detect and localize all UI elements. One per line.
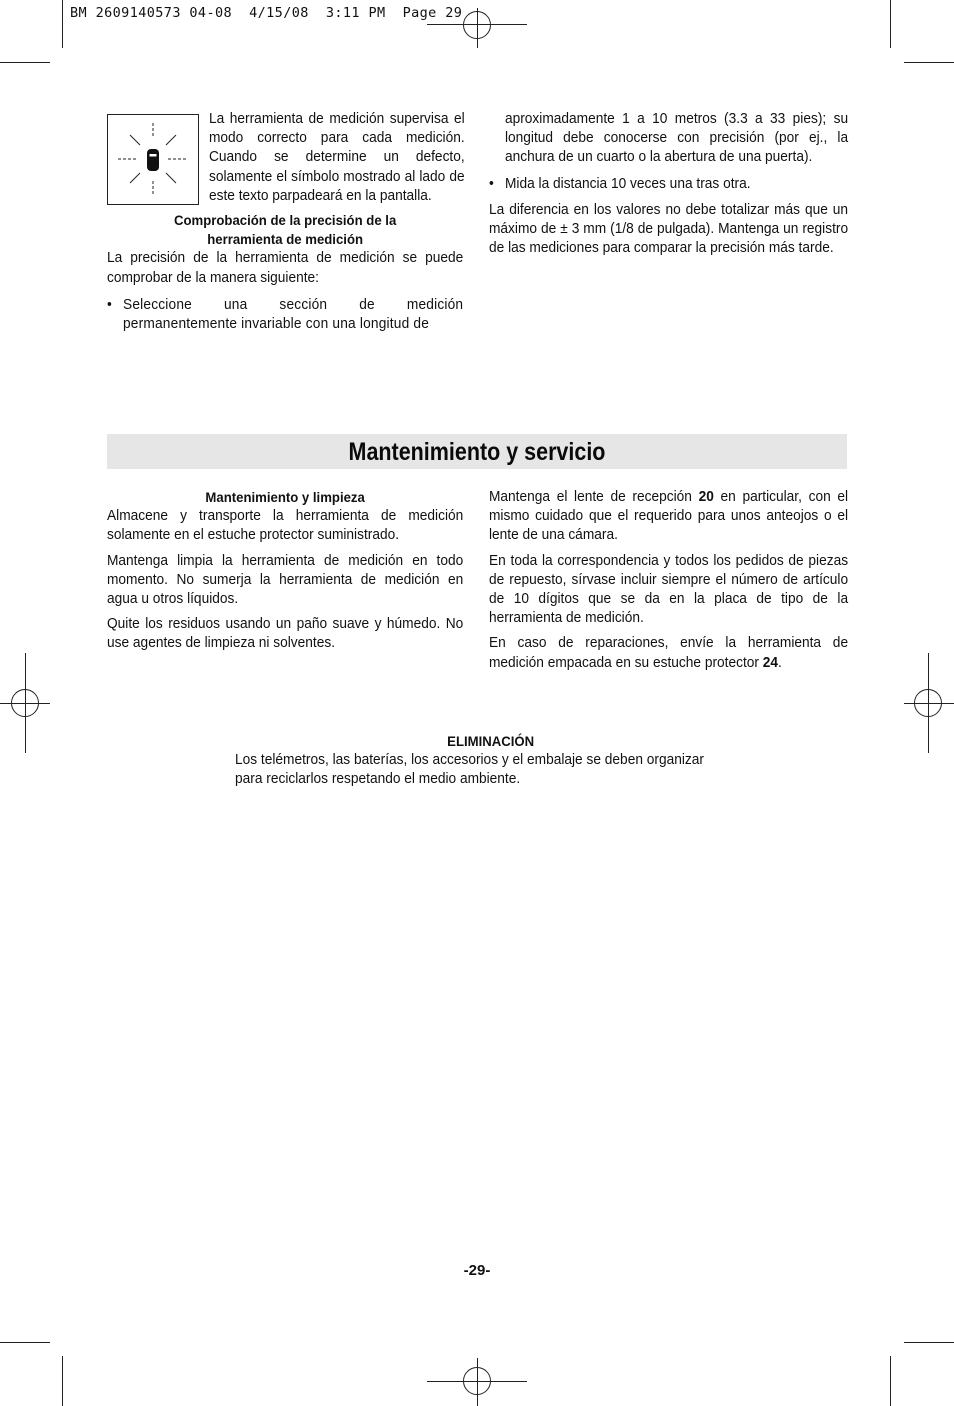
accuracy-intro: La precisión de la herramienta de medición se puede comprobar de la manera siguiente:: [107, 250, 464, 286]
accuracy-check-section: [107, 211, 463, 334]
disposal-section: ELIMINACIÓN Los telémetros, las baterías, los accesorios y el embalaje se deben organizar para reciclarlos respetando el medio ambiente.: [235, 732, 746, 790]
accuracy-note: La diferencia en los valores no debe totalizar más que un máximo de ± 3 mm (1/8 de pulgada). Mantenga un registro de las mediciones para comparar la precisión más tarde.: [489, 201, 849, 257]
service-section: Mantenga el lente de recepción 20 en particular, con el mismo cuidado que el requerido para unos anteojos o el lente de una cámara. En toda la correspondencia y todos los pedidos de piezas de repuesto, sírvase incluir siempre el número de artículo de 10 dígitos que se da en la placa de tipo de la herramienta de medición. En caso de reparaciones, envíe la herramienta de medición empacada en su estuche protector 24.: [489, 489, 849, 671]
maintenance-cleaning-section: Mantenimiento y limpieza Almacene y transporte la herramienta de medición solamente en el estuche protector suministrado. Mantenga limpia la herramienta de medición en todo momento. No sumerja la herramienta de medición en agua u otros líquidos. Quite los residuos usando un paño suave y húmedo. No use agentes de limpieza ni solventes.: [107, 489, 464, 652]
section-banner: [107, 434, 847, 469]
bullet-item: • Mida la distancia 10 veces una tras otra.: [489, 175, 751, 192]
print-slug: BM 2609140573 04-08 4/15/08 3:11 PM Page 29: [70, 5, 463, 21]
page-number: -29-: [463, 1262, 491, 1279]
icon-description: La herramienta de medición supervisa el modo correcto para cada medición. Cuando se determine un defecto, solamente el símbolo mostrado al lado de este texto parpadeará en la pantalla.: [209, 111, 465, 204]
bullet-item: • Seleccione una sección de medición permanentemente invariable con una longitud de: [107, 296, 464, 333]
accuracy-check-heading: Comprobación de la precisión de la herramienta de medición: [173, 212, 397, 248]
defect-indicator-icon: [107, 114, 199, 205]
accuracy-check-continued: [489, 110, 848, 264]
maintenance-heading: Mantenimiento y limpieza: [205, 489, 365, 505]
section-title: Mantenimiento y servicio: [348, 438, 606, 466]
bullet-item-continued: aproximadamente 1 a 10 metros (3.3 a 33 pies); su longitud debe conocerse con precisión (por ej., la anchura de un cuarto o la abertura de una puerta).: [504, 111, 849, 166]
disposal-heading: ELIMINACIÓN: [447, 733, 535, 749]
